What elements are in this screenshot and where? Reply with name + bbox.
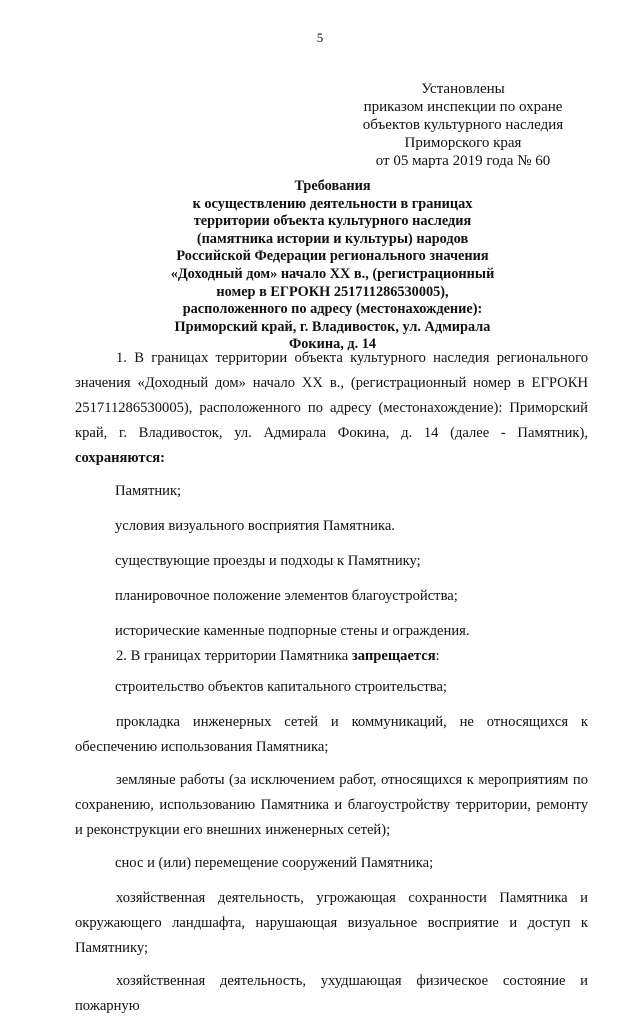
approval-block: [350, 80, 576, 170]
document-body: [75, 346, 588, 1019]
list-item: хозяйственная деятельность, угрожающая сохранности Памятника и окружающего ландшафта, нарушающая визуальное восприятие и доступ к Памятнику;: [75, 890, 588, 956]
title-line: (памятника истории и культуры) народов: [196, 230, 469, 247]
approval-line: Установлены: [421, 81, 505, 97]
list-item: существующие проезды и подходы к Памятнику;: [115, 553, 421, 569]
list-item: Памятник;: [115, 483, 182, 499]
list-item: снос и (или) перемещение сооружений Памятника;: [115, 855, 434, 871]
approval-line: объектов культурного наследия: [362, 117, 564, 133]
section-2-keyword: запрещается: [351, 648, 436, 664]
list-item: земляные работы (за исключением работ, относящихся к мероприятиям по сохранению, использованию Памятника и благоустройству территории, ремонту и реконструкции его внешних инженерных сетей);: [75, 772, 588, 838]
title-line: расположенного по адресу (местонахождение):: [182, 301, 483, 318]
section-1-text: 1. В границах территории объекта культурного наследия регионального значения «Доходный дом» начало XX в., (регистрационный номер в ЕГРОКН 251711286530005), расположенного по адресу (местонахождение): Приморский край, г. Владивосток, ул. Адмирала Фокина, д. 14 (далее - Памятник),: [75, 350, 588, 441]
section-1-keyword: сохраняются:: [75, 450, 165, 466]
approval-line: приказом инспекции по охране: [363, 99, 563, 115]
list-item: планировочное положение элементов благоустройства;: [115, 588, 458, 604]
list-item: исторические каменные подпорные стены и ограждения.: [115, 623, 470, 639]
document-title: [150, 178, 515, 354]
section-2-text: 2. В границах территории Памятника: [116, 648, 349, 664]
title-line: Российской Федерации регионального значения: [176, 248, 489, 265]
approval-line: Приморского края: [404, 135, 522, 151]
section-2-colon: :: [435, 648, 440, 664]
list-item: прокладка инженерных сетей и коммуникаций, не относящихся к обеспечению использования Памятника;: [75, 714, 588, 755]
section-2-paragraph: [75, 644, 588, 669]
title-line: «Доходный дом» начало XX в., (регистрационный: [170, 265, 495, 282]
page-number: 5: [316, 30, 324, 45]
title-line: Фокина, д. 14: [288, 336, 377, 353]
list-item: условия визуального восприятия Памятника.: [115, 518, 395, 534]
title-line: номер в ЕГРОКН 251711286530005),: [216, 283, 449, 300]
title-line: территории объекта культурного наследия: [193, 213, 472, 230]
section-1-paragraph: [75, 346, 588, 471]
title-line: к осуществлению деятельности в границах: [192, 195, 473, 212]
approval-line: от 05 марта 2019 года № 60: [375, 153, 551, 169]
title-line: Требования: [294, 178, 371, 194]
list-item: хозяйственная деятельность, ухудшающая физическое состояние и пожарную: [75, 973, 588, 1014]
title-line: Приморский край, г. Владивосток, ул. Адмирала: [174, 318, 491, 335]
list-item: строительство объектов капитального строительства;: [115, 679, 447, 695]
